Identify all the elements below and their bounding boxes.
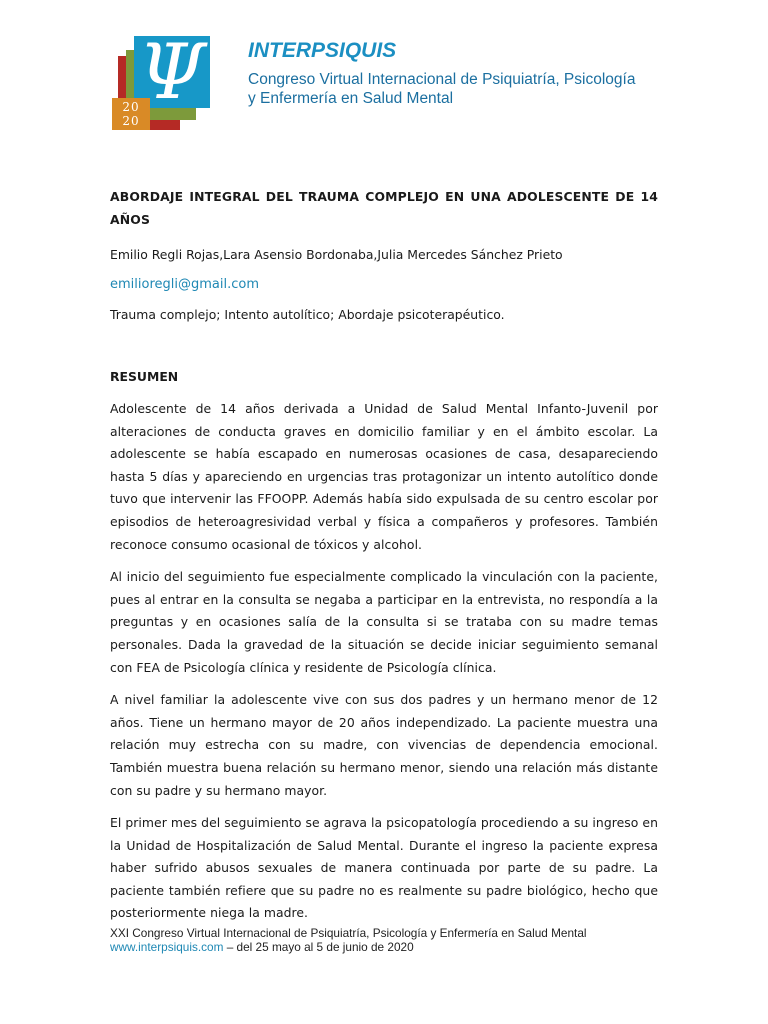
congress-logo	[112, 27, 212, 130]
logo-year-bottom: 20	[122, 114, 140, 128]
footer-website-link[interactable]: www.interpsiquis.com	[110, 940, 224, 954]
paragraph: Adolescente de 14 años derivada a Unidad de Salud Mental Infanto-Juvenil por alteraciones de conducta graves en domicilio familiar y en el ámbito escolar. La adolescente se había escapado en numerosas ocasiones de casa, desapareciendo hasta 5 días y apareciendo en urgencias tras protagonizar un intento autolítico donde tuvo que intervenir las FFOOPP. Además había sido expulsada de su centro escolar por episodios de heteroagresividad verbal y física a compañeros y profesores. También reconoce consumo ocasional de tóxicos y alcohol.	[110, 401, 658, 552]
section-heading-resumen: RESUMEN	[110, 369, 179, 384]
page-footer	[110, 926, 670, 954]
footer-congress-line: XXI Congreso Virtual Internacional de Psiquiatría, Psicología y Enfermería en Salud Mental	[110, 926, 587, 940]
footer-dates: – del 25 mayo al 5 de junio de 2020	[223, 940, 414, 954]
article-keywords: Trauma complejo; Intento autolítico; Abordaje psicoterapéutico.	[110, 307, 505, 322]
brand-subtitle	[248, 70, 668, 108]
footer-date-line	[110, 940, 670, 954]
paragraph: Al inicio del seguimiento fue especialmente complicado la vinculación con la paciente, pues al entrar en la consulta se negaba a participar en la entrevista, no respondía a la preguntas y en ocasiones salía de la consulta si se trataba con su madre temas personales. Dada la gravedad de la situación se decide iniciar seguimiento semanal con FEA de Psicología clínica y residente de Psicología clínica.	[110, 569, 658, 675]
author-email-link[interactable]: emilioregli@gmail.com	[110, 277, 259, 292]
brand-block	[248, 38, 668, 108]
article-title: ABORDAJE INTEGRAL DEL TRAUMA COMPLEJO EN UNA ADOLESCENTE DE 14 AÑOS	[110, 189, 658, 227]
brand-name: INTERPSIQUIS	[248, 39, 397, 62]
brand-subtitle-line2: y Enfermería en Salud Mental	[248, 90, 454, 107]
brand-subtitle-line1: Congreso Virtual Internacional de Psiquiatría, Psicología	[248, 71, 636, 88]
logo-year-top: 20	[122, 100, 140, 114]
psi-symbol-icon: Ψ	[138, 27, 206, 116]
article-authors: Emilio Regli Rojas,Lara Asensio Bordonaba,Julia Mercedes Sánchez Prieto	[110, 247, 563, 262]
paragraph: A nivel familiar la adolescente vive con sus dos padres y un hermano menor de 12 años. Tiene un hermano mayor de 20 años independizado. La paciente muestra una relación muy estrecha con su madre, con vivencias de dependencia emocional. También muestra buena relación su hermano menor, siendo una relación más distante con su padre y su hermano mayor.	[110, 692, 658, 798]
paragraph: El primer mes del seguimiento se agrava la psicopatología procediendo a su ingreso en la Unidad de Hospitalización de Salud Mental. Durante el ingreso la paciente expresa haber sufrido abusos sexuales de manera continuada por parte de su padre. La paciente también refiere que su padre no es realmente su padre biológico, hecho que posteriormente niega la madre.	[110, 815, 658, 921]
article-body	[110, 185, 658, 925]
